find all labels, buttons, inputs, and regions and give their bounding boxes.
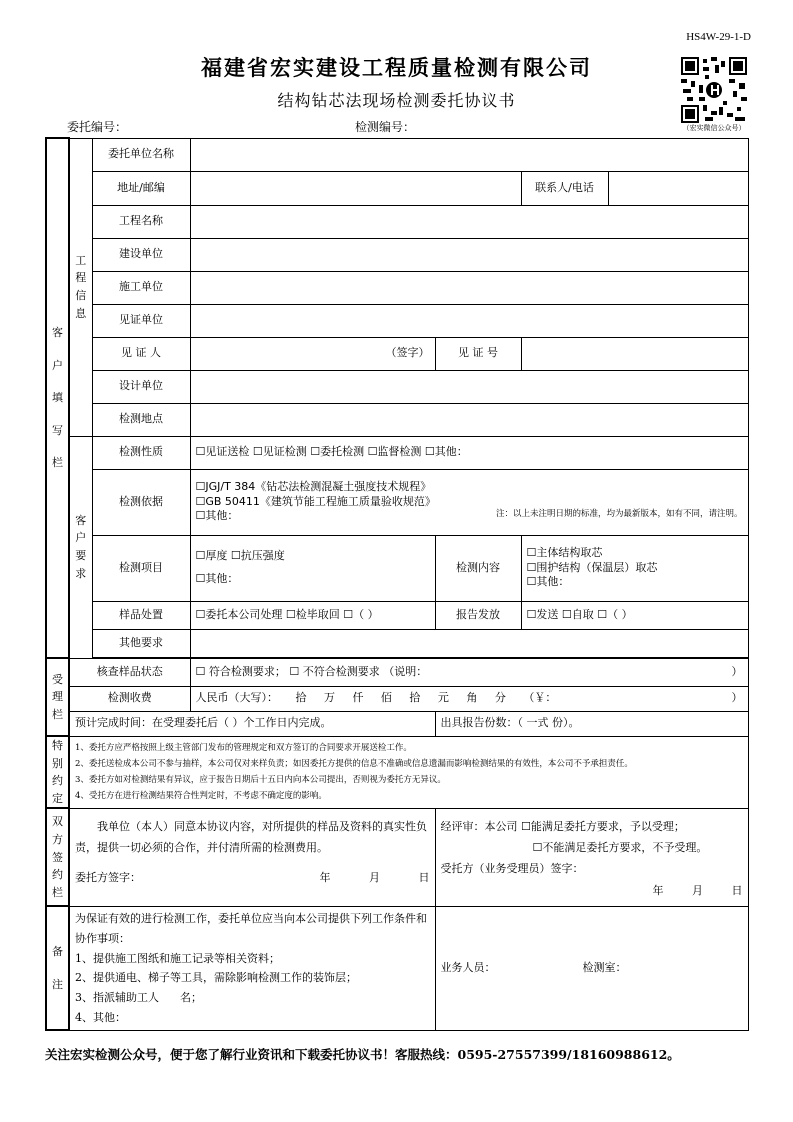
sample-label: 样品处置: [92, 601, 190, 629]
agent-sign[interactable]: 受托方（业务受理员）签字：: [440, 861, 584, 875]
basis-gb[interactable]: ☐GB 50411《建筑节能工程施工质量验收规范》: [195, 494, 436, 508]
build-unit-label: 建设单位: [92, 238, 190, 271]
special-section-label: 特 别 约 定: [46, 736, 69, 808]
finish-time[interactable]: 预计完成时间：在受理委托后（ ）个工作日内完成。: [69, 711, 435, 736]
project-name-label: 工程名称: [92, 205, 190, 238]
company-name: 福建省宏实建设工程质量检测有限公司: [201, 55, 592, 80]
witness-no-field[interactable]: [521, 337, 748, 370]
lab-label: 检测室：: [582, 960, 627, 974]
items-thickness-strength[interactable]: ☐厚度 ☐抗压强度: [195, 549, 285, 563]
check-label: 核查样品状态: [69, 658, 190, 686]
sign-section-label: 双 方 签 约 栏: [46, 808, 69, 906]
agent-sign-date[interactable]: 年 月 日: [652, 883, 743, 897]
qr-caption: （宏实微信公众号）: [682, 124, 746, 132]
entrust-unit-label: 委托单位名称: [92, 138, 190, 171]
address-field[interactable]: [190, 171, 521, 205]
staff-label: 业务人员：: [440, 960, 496, 974]
fee-label: 检测收费: [69, 686, 190, 711]
client-requirements-label: 客 户 要 求: [69, 436, 92, 658]
review-accept[interactable]: 经评审：本公司 ☐能满足委托方要求，予以受理；: [440, 819, 685, 833]
special-term-1: 1、委托方应严格按照上级主管部门发布的管理规定和双方签订的合同要求开展送检工作。: [75, 742, 412, 753]
construct-unit-field[interactable]: [190, 271, 748, 304]
qr-code-icon: [681, 57, 747, 123]
witness-unit-field[interactable]: [190, 304, 748, 337]
remark-staff[interactable]: [435, 906, 748, 1030]
basis-jgj[interactable]: ☐JGJ/T 384《钻芯法检测混凝土强度技术规程》: [195, 479, 432, 493]
fee-field[interactable]: 人民币（大写）： 拾 万 仟 佰 拾 元 角 分 （￥： ）: [190, 686, 748, 711]
build-unit-field[interactable]: [190, 238, 748, 271]
entrust-unit-field[interactable]: [190, 138, 748, 171]
agreement-form: [45, 137, 748, 1031]
basis-options[interactable]: [190, 469, 748, 535]
project-name-field[interactable]: [190, 205, 748, 238]
nature-label: 检测性质: [92, 436, 190, 469]
content-other[interactable]: ☐其他：: [526, 575, 570, 589]
content-main[interactable]: ☐主体结构取芯: [526, 545, 603, 559]
report-copies[interactable]: 出具报告份数：（ 一式 份）。: [435, 711, 748, 736]
special-term-3: 3、委托方如对检测结果有异议，应于报告日期后十五日内向本公司提出，否则视为委托方无异议。: [75, 775, 446, 786]
contact-label: 联系人/电话: [522, 172, 609, 205]
sample-options[interactable]: ☐委托本公司处理 ☐检毕取回 ☐（ ）: [190, 601, 435, 629]
client-section-label: 客 户 填 写 栏: [46, 138, 69, 658]
other-req-label: 其他要求: [92, 629, 190, 657]
test-number-label: 检测编号：: [355, 120, 416, 134]
accept-section-label: 受 理 栏: [46, 658, 69, 736]
witness-no-label: 见 证 号: [435, 337, 521, 370]
construct-unit-label: 施工单位: [92, 271, 190, 304]
report-label: 报告发放: [435, 601, 521, 629]
special-term-2: 2、委托送检成本公司不参与抽样，本公司仅对来样负责；如因委托方提供的信息不准确或信息遗漏而影响检测结果的有效性，本公司不予承担责任。: [75, 759, 633, 770]
client-sign-row[interactable]: 委托方签字： 年 月 日: [75, 870, 430, 884]
test-site-label: 检测地点: [92, 403, 190, 436]
design-unit-field[interactable]: [190, 370, 748, 403]
test-site-field[interactable]: [190, 403, 748, 436]
other-req-field[interactable]: [190, 629, 748, 657]
document-title: 结构钻芯法现场检测委托协议书: [277, 91, 516, 110]
nature-options[interactable]: ☐见证送检 ☐见证检测 ☐委托检测 ☐监督检测 ☐其他：: [190, 436, 748, 469]
items-other[interactable]: ☐其他：: [195, 572, 239, 585]
form-code: HS4W-29-1-D: [686, 31, 751, 43]
report-options[interactable]: ☐发送 ☐自取 ☐（ ）: [521, 601, 748, 629]
witness-person-field[interactable]: [190, 337, 435, 370]
check-options[interactable]: ☐ 符合检测要求； ☐ 不符合检测要求 （说明： ）: [190, 658, 748, 686]
remark-lines: 为保证有效的进行检测工作，委托单位应当向本公司提供下列工作条件和协作事项： 1、提供施工图纸和施工记录等相关资料； 2、提供通电、梯子等工具，需除影响检测工作的装饰层； 3、指派辅助工人 名； 4、其他：: [69, 906, 435, 1030]
special-terms: [69, 736, 748, 808]
witness-unit-label: 见证单位: [92, 304, 190, 337]
special-term-4: 4、受托方在进行检测结果符合性判定时，不考虑不确定度的影响。: [75, 791, 327, 802]
content-label: 检测内容: [435, 535, 521, 601]
witness-person-label: 见 证 人: [92, 337, 190, 370]
footer-notice: 关注宏实检测公众号，便于您了解行业资讯和下载委托协议书！客服热线：0595-27557399/18160988612。: [45, 1047, 680, 1062]
remark-section-label: 备 注: [46, 906, 69, 1030]
review-reject[interactable]: ☐不能满足委托方要求，不予受理。: [532, 840, 708, 854]
client-agreement: 我单位（本人）同意本协议内容，对所提供的样品及资料的真实性负责，提供一切必须的合作，并付清所需的检测费用。 委托方签字： 年 月 日: [69, 808, 435, 906]
content-options[interactable]: [521, 535, 748, 601]
basis-other[interactable]: ☐其他：: [195, 509, 239, 523]
content-envelope[interactable]: ☐围护结构（保温层）取芯: [526, 560, 658, 574]
basis-label: 检测依据: [92, 469, 190, 535]
entrust-number-label: 委托编号：: [67, 120, 128, 134]
project-info-label: 工 程 信 息: [69, 138, 92, 436]
address-label: 地址/邮编: [92, 171, 190, 205]
items-options[interactable]: [190, 535, 435, 601]
basis-note: 注：以上未注明日期的标准，均为最新版本，如有不同，请注明。: [496, 509, 743, 520]
agent-review: [435, 808, 748, 906]
sign-hint: （签字）: [385, 346, 430, 360]
items-label: 检测项目: [92, 535, 190, 601]
design-unit-label: 设计单位: [92, 370, 190, 403]
contact-field[interactable]: [521, 171, 748, 205]
